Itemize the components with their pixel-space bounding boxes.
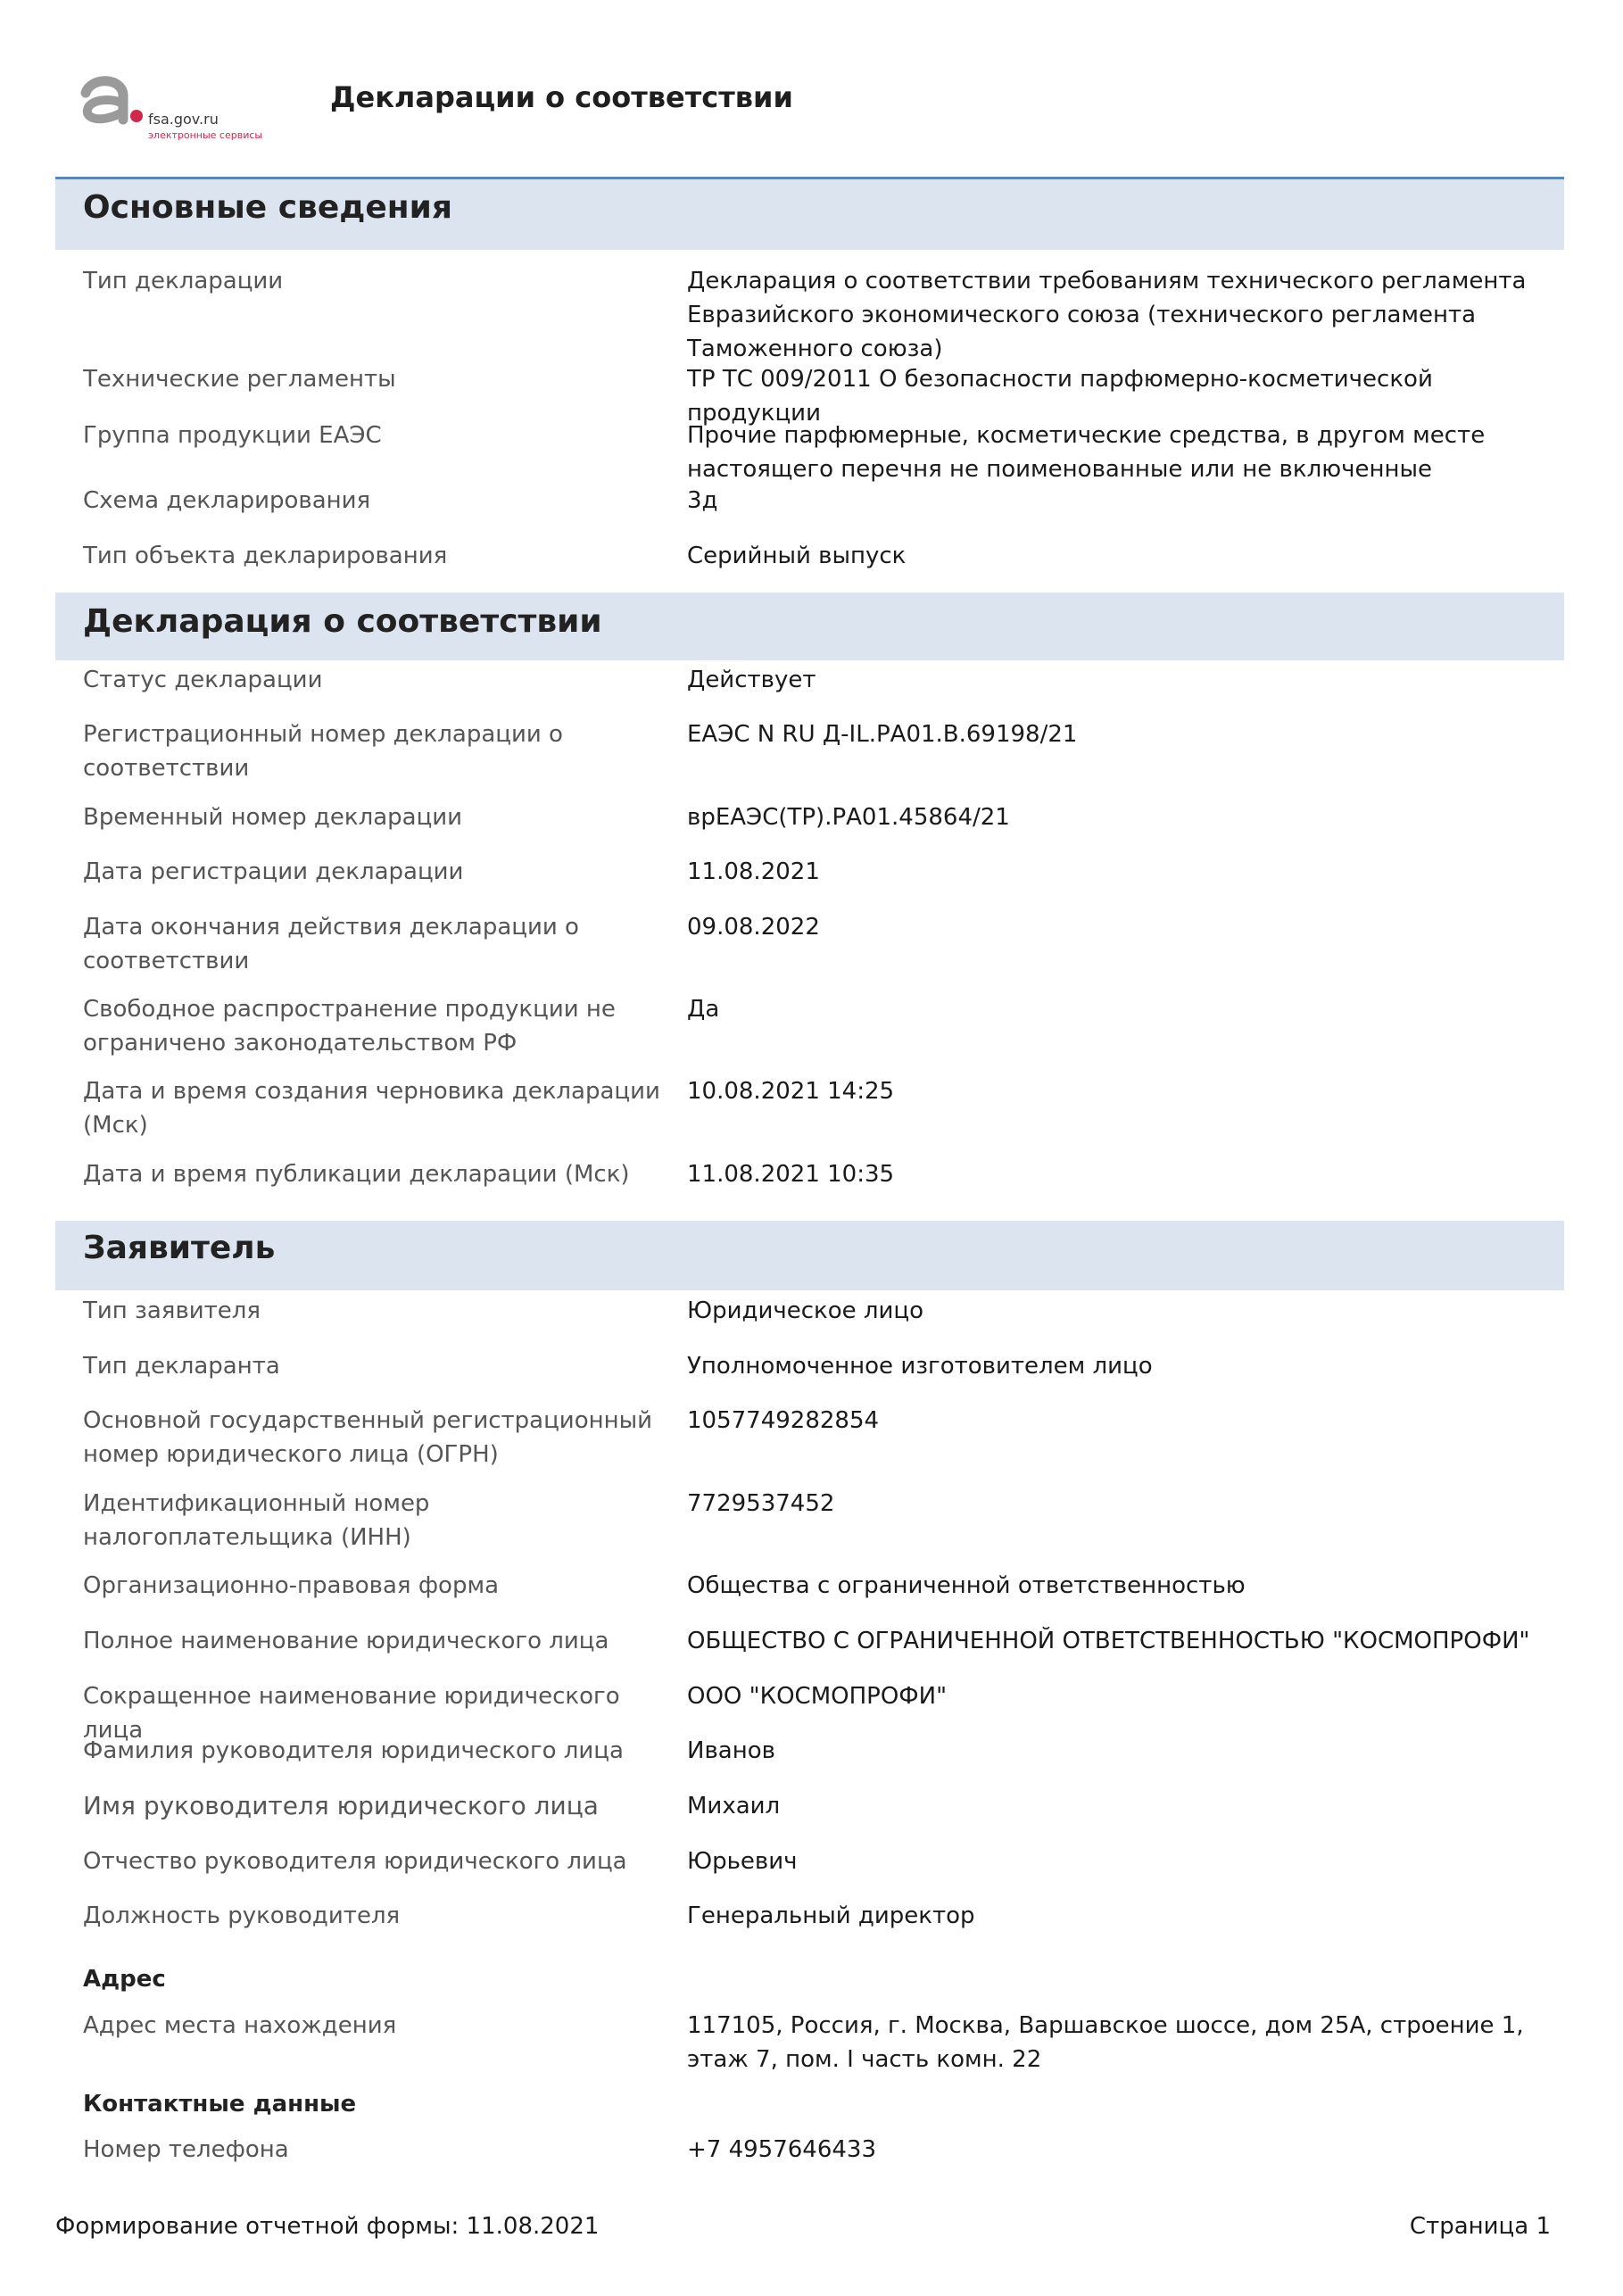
row-label: Отчество руководителя юридического лица bbox=[83, 1848, 627, 1875]
row-value: Иванов bbox=[687, 1737, 775, 1764]
page-title: Декларации о соответствии bbox=[330, 80, 793, 114]
row-value: +7 4957646433 bbox=[687, 2136, 877, 2163]
row-label: Статус декларации bbox=[83, 667, 323, 693]
row-label: Организационно-правовая форма bbox=[83, 1572, 500, 1599]
row-label: Тип декларации bbox=[83, 268, 284, 294]
row-label: Должность руководителя bbox=[83, 1902, 401, 1929]
row-label: Тип декларанта bbox=[83, 1353, 280, 1380]
row-value: Генеральный директор bbox=[687, 1902, 975, 1929]
row-value: Общества с ограниченной ответственностью bbox=[687, 1572, 1246, 1599]
row-label: Сокращенное наименование юридического лица bbox=[83, 1683, 620, 1744]
row-value: 117105, Россия, г. Москва, Варшавское шоссе, дом 25А, строение 1, этаж 7, пом. I часть комн. 22 bbox=[687, 2012, 1524, 2073]
row-value: Действует bbox=[687, 667, 816, 693]
row-label: Свободное распространение продукции не ограничено законодательством РФ bbox=[83, 996, 616, 1057]
row-value: ООО "КОСМОПРОФИ" bbox=[687, 1683, 948, 1710]
row-value: врЕАЭС(ТР).РА01.45864/21 bbox=[687, 804, 1010, 831]
row-value: ТР ТС 009/2011 О безопасности парфюмерно-косметической продукции bbox=[687, 366, 1433, 427]
row-value: ОБЩЕСТВО С ОГРАНИЧЕННОЙ ОТВЕТСТВЕННОСТЬЮ "КОСМОПРОФИ" bbox=[687, 1628, 1530, 1654]
section-header-basic: Основные сведения bbox=[55, 177, 1564, 250]
row-value: Уполномоченное изготовителем лицо bbox=[687, 1353, 1153, 1380]
row-value: 3д bbox=[687, 487, 718, 514]
row-value: Прочие парфюмерные, косметические средства, в другом месте настоящего перечня не поименованные или не включенные bbox=[687, 422, 1486, 483]
row-value: 09.08.2022 bbox=[687, 914, 820, 941]
subsection-title-address: Адрес bbox=[83, 1966, 166, 1993]
row-value: 1057749282854 bbox=[687, 1407, 880, 1434]
row-value: Серийный выпуск bbox=[687, 543, 907, 569]
section-header-declaration: Декларация о соответствии bbox=[55, 593, 1564, 660]
row-label: Фамилия руководителя юридического лица bbox=[83, 1737, 624, 1764]
row-value: 7729537452 bbox=[687, 1490, 835, 1517]
row-value: 11.08.2021 10:35 bbox=[687, 1161, 895, 1188]
row-label: Адрес места нахождения bbox=[83, 2012, 397, 2039]
row-value: 11.08.2021 bbox=[687, 858, 820, 885]
row-value: 10.08.2021 14:25 bbox=[687, 1078, 895, 1105]
page-number: Страница 1 bbox=[1409, 2213, 1551, 2240]
row-label: Временный номер декларации bbox=[83, 804, 463, 831]
row-value: ЕАЭС N RU Д-IL.РА01.В.69198/21 bbox=[687, 721, 1078, 748]
logo-site-text: fsa.gov.ru bbox=[148, 111, 219, 128]
row-label: Технические регламенты bbox=[83, 366, 396, 393]
row-label: Полное наименование юридического лица bbox=[83, 1628, 609, 1654]
row-value: Юрьевич bbox=[687, 1848, 798, 1875]
row-value: Михаил bbox=[687, 1793, 781, 1819]
row-label: Дата и время публикации декларации (Мск) bbox=[83, 1161, 630, 1188]
row-label: Дата окончания действия декларации о соответствии bbox=[83, 914, 579, 974]
fsa-logo bbox=[73, 73, 278, 145]
row-label: Тип объекта декларирования bbox=[83, 543, 448, 569]
row-value: Юридическое лицо bbox=[687, 1297, 923, 1324]
row-value: Декларация о соответствии требованиям технического регламента Евразийского экономического союза (технического регламента Таможенного союза) bbox=[687, 268, 1527, 362]
row-label: Группа продукции ЕАЭС bbox=[83, 422, 382, 449]
row-label: Схема декларирования bbox=[83, 487, 371, 514]
logo-subtitle-text: электронные сервисы bbox=[148, 129, 263, 141]
row-label: Основной государственный регистрационный номер юридического лица (ОГРН) bbox=[83, 1407, 653, 1468]
row-label: Имя руководителя юридического лица bbox=[83, 1791, 599, 1820]
section-header-applicant: Заявитель bbox=[55, 1221, 1564, 1290]
row-label: Идентификационный номер налогоплательщика (ИНН) bbox=[83, 1490, 430, 1551]
report-generation-date: Формирование отчетной формы: 11.08.2021 bbox=[55, 2213, 600, 2240]
row-label: Номер телефона bbox=[83, 2136, 289, 2163]
subsection-title-contacts: Контактные данные bbox=[83, 2091, 357, 2118]
row-value: Да bbox=[687, 996, 720, 1023]
row-label: Регистрационный номер декларации о соответствии bbox=[83, 721, 563, 782]
row-label: Дата регистрации декларации bbox=[83, 858, 464, 885]
fsa-logo-icon bbox=[73, 73, 146, 127]
row-label: Тип заявителя bbox=[83, 1297, 261, 1324]
row-label: Дата и время создания черновика декларации (Мск) bbox=[83, 1078, 660, 1139]
